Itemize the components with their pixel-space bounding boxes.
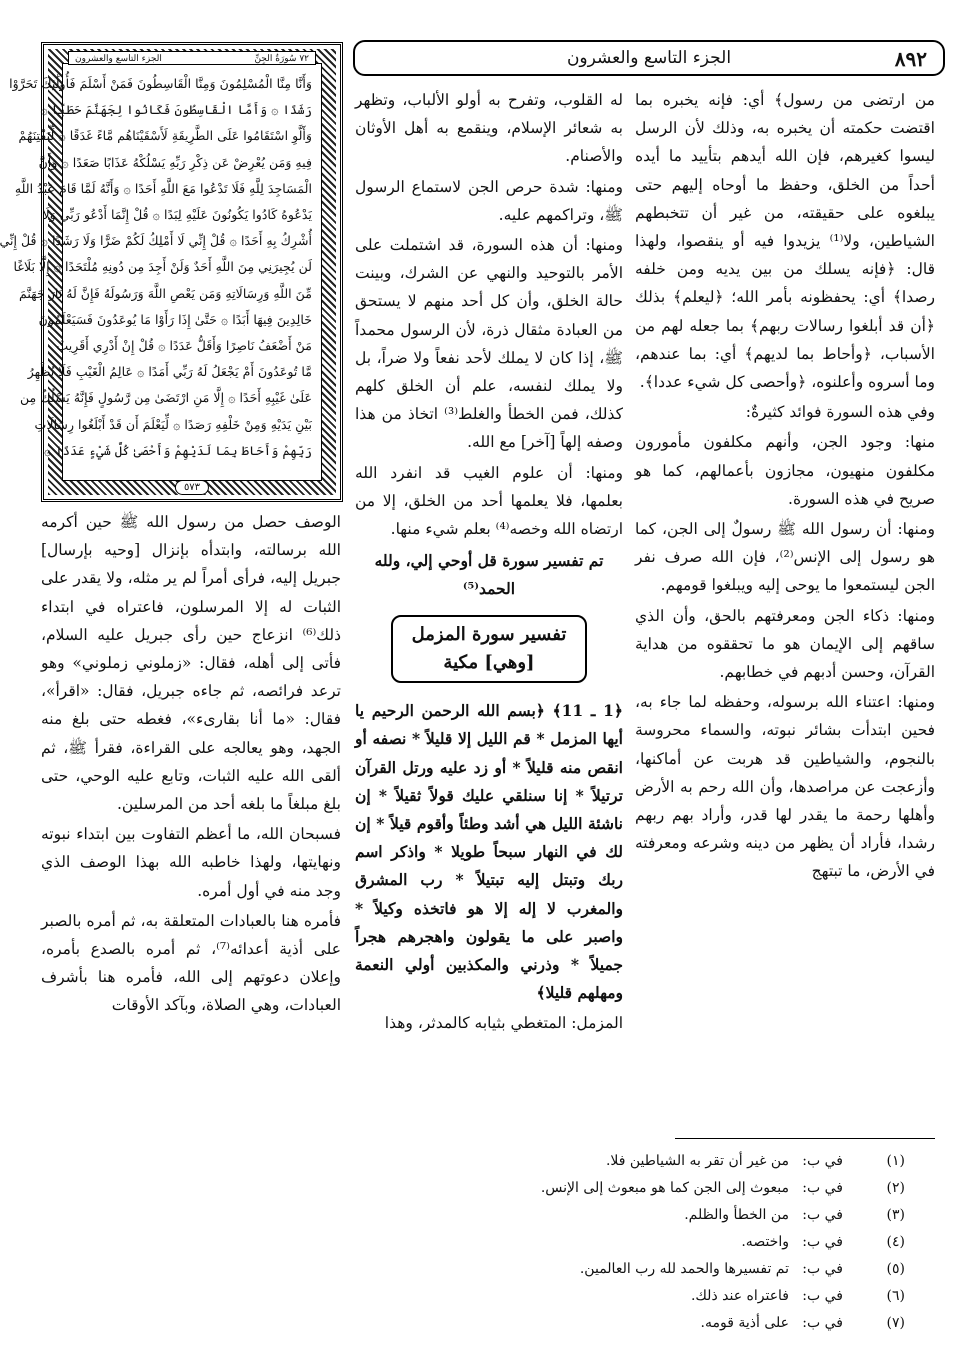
footnote-text: من غير أن تقر به الشياطين فلا. [605, 1153, 789, 1169]
paragraph: ومنها: شدة حرص الجن لاستماع الرسول ﷺ، وتراكمهم عليه. [355, 177, 623, 224]
mushaf-line: الْمَسَاجِدَ لِلَّهِ فَلَا تَدْعُوا مَعَ اللَّهِ أَحَدًا ۞ وَأَنَّهُ لَمَّا قَامَ عَبْدُ اللَّهِ [14, 180, 312, 196]
mushaf-line: مَّا تُوعَدُونَ أَمْ يَجْعَلُ لَهُ رَبِّي أَمَدًا ۞ عَالِمُ الْغَيْبِ فَلَا يُظْهِرُ [27, 364, 312, 380]
footnote-number: (٢) [886, 1180, 905, 1196]
paragraph: الوصف حصل من رسول الله ﷺ حين أكرمه الله برسالته، وابتدأه بإنزال [وحيه بإرسال] جبريل إليه، فرأى أمراً لم ير مثله، ولا يقدر على الثبات له إلا المرسلون، فاعتراه في ابتداء ذلك⁽⁶⁾ انزعاج حين رأى جبريل عليه السلام، فأتى إلى أهله، فقال: «زملوني زملوني» وهو ترعد فرائصه، ثم جاءه جبريل، فقال: «اقرأ»، فقال: «ما أنا بقارىء»، فغطه حتى بلغ منه الجهد، وهو يعالجه على القراءة، فقرأ ﷺ، ثم ألقى الله عليه الثبات، وتابع عليه الوحي، حتى بلغ مبلغاً ما بلغه أحد من المرسلين. [41, 513, 341, 814]
mushaf-line: أُشْرِكُ بِهِ أَحَدًا ۞ قُلْ إِنِّي لَا أَمْلِكُ لَكُمْ ضَرًّا وَلَا رَشَدًا ۞ قُلْ إِنِّي [0, 233, 312, 249]
footnote-source: في ب: [802, 1288, 843, 1304]
mushaf-page-image [0, 42, 343, 502]
paragraph: من ارتضى من رسول﴾ أي: فإنه يخبره بما اقتضت حكمته أن يخبره به، وذلك لأن الرسل ليسوا كغيرهم، فإن الله أيدهم بتأييد ما أيده أحداً من الخلق، وحفظ ما أوحاه إليهم حتى يبلغوه على حقيقته، من غير أن تتخبطهم الشياطين، ولا⁽¹⁾ يزيدوا فيه أو ينقصوا، ولهذا قال: ﴿فإنه يسلك من بين يديه ومن خلفه رصدا﴾ أي: يحفظونه بأمر الله؛ ﴿ليعلم﴾ بذلك ﴿أن قد أبلغوا رسالات ربهم﴾ بما جعله لهم من الأسباب، ﴿وأحاط بما لديهم﴾ أي: بما عندهم، وما أسروه وأعلنوه، ﴿وأحصى كل شيء عددا﴾. [635, 91, 935, 392]
mushaf-surah-label: ٧٢ سُورَةُ الجِنِّ [254, 54, 309, 64]
footnote-number: (٣) [886, 1207, 905, 1223]
mushaf-line: بَيْنِ يَدَيْهِ وَمِنْ خَلْفِهِ رَصَدًا ۞ لِّيَعْلَمَ أَن قَدْ أَبْلَغُوا رِسَالَاتِ [34, 416, 312, 432]
footnote-text: من الخطأ والظلم. [684, 1207, 789, 1223]
footnote-source: في ب: [802, 1315, 843, 1331]
column-middle [355, 86, 623, 1040]
column-right [635, 86, 935, 888]
footnote-source: في ب: [802, 1207, 843, 1223]
mushaf-line: يَدْعُوهُ كَادُوا يَكُونُونَ عَلَيْهِ لِبَدًا ۞ قُلْ إِنَّمَا أَدْعُو رَبِّي وَلَا [42, 207, 312, 223]
footnote [345, 1148, 905, 1175]
mushaf-line: رَشَدًا ۞ وَأَمَّا الْقَاسِطُونَ فَكَانُوا لِجَهَنَّمَ حَطَبًا ۞ [40, 102, 312, 118]
mushaf-page-number: ٥٧٣ [175, 480, 209, 495]
mushaf-line: مَنْ أَضْعَفُ نَاصِرًا وَأَقَلُّ عَدَدًا ۞ قُلْ إِنْ أَدْرِي أَقَرِيبٌ [56, 338, 312, 354]
footnote-source: في ب: [802, 1234, 843, 1250]
surah-title-box [391, 615, 587, 683]
mushaf-line: رَبِّهِمْ وَأَحَاطَ بِمَا لَدَيْهِمْ وَأَحْصَىٰ كُلَّ شَيْءٍ عَدَدًا ۞ [43, 442, 312, 458]
footnote-text: تم تفسيرها والحمد لله رب العالمين. [579, 1261, 789, 1277]
footnote [345, 1283, 905, 1310]
footnote-source: في ب: [802, 1261, 843, 1277]
mushaf-line: وَأَلَّوِ اسْتَقَامُوا عَلَى الطَّرِيقَةِ لَأَسْقَيْنَاهُم مَّاءً غَدَقًا ۞ لِّنَفْتِنَهُمْ [18, 128, 312, 144]
footnote-source: في ب: [802, 1180, 843, 1196]
footnotes [345, 1148, 905, 1337]
page-header [353, 40, 945, 76]
paragraph: ومنها: أن رسول الله ﷺ رسولٌ إلى الجن، كما هو رسول إلى الإنس⁽²⁾، فإن الله صرف نفر الجن ليستمعوا ما يوحى إليه ويبلغوا قومهم. [635, 520, 935, 595]
footnote-number: (٦) [886, 1288, 905, 1304]
surah-title: تفسير سورة المزمل [411, 624, 567, 646]
paragraph: وفي هذه السورة فوائد كثيرةٌ: [745, 403, 935, 422]
footnote-number: (٧) [886, 1315, 905, 1331]
mushaf-line: وَأَنَّا مِنَّا الْمُسْلِمُونَ وَمِنَّا الْقَاسِطُونَ فَمَنْ أَسْلَمَ فَأُولَٰئِكَ تَحَرَّوْا [9, 76, 312, 91]
footnote-text: واختصه. [741, 1234, 789, 1250]
column-left [41, 508, 341, 1022]
footnote [345, 1229, 905, 1256]
paragraph: ومنها: أن هذه السورة، قد اشتملت على الأمر بالتوحيد والنهي عن الشرك، وبينت حالة الخلق، وأن كل أحد منهم لا يستحق من العبادة مثقال ذرة، لأن الرسول محمداً ﷺ، إذا كان لا يملك لأحد نفعاً ولا ضراً، بل ولا يملك لنفسه، علم أن الخلق كلهم كذلك، فمن الخطأ والغلط⁽³⁾ اتخاذ من هذا وصفه إلهاً [آخر] مع الله. [355, 236, 623, 452]
paragraph: ومنها: ذكاء الجن ومعرفتهم بالحق، وأن الذي ساقهم إلى الإيمان هو ما تحققوه من هداية القرآن، وحسن أدبهم في خطابهم. [635, 606, 935, 682]
mushaf-line: لَن يُجِيرَنِي مِنَ اللَّهِ أَحَدٌ وَلَنْ أَجِدَ مِن دُونِهِ مُلْتَحَدًا ۞ إِلَّا بَلَاغًا [13, 259, 312, 275]
footnote-number: (٥) [886, 1261, 905, 1277]
mushaf-line: فِيهِ وَمَن يُعْرِضْ عَن ذِكْرِ رَبِّهِ يَسْلُكْهُ عَذَابًا صَعَدًا ۞ وَأَنَّ [38, 154, 312, 170]
paragraph: له القلوب، وتفرح به أولو الألباب، وتظهر به شعائر الإسلام، وينقمع به أهل الأوثان والأصنام. [355, 91, 623, 166]
mushaf-verses [0, 69, 316, 475]
footnote [345, 1256, 905, 1283]
footnote-text: فاعتراه عند ذلك. [690, 1288, 789, 1304]
paragraph: فأمره هنا بالعبادات المتعلقة به، ثم أمره بالصبر على أذية أعدائه⁽⁷⁾، ثم أمره بالصدع بأمره، وإعلان دعوتهم إلى الله، فأمره هنا بأشرف العبادات، وهي الصلاة، وبآكد الأوقات [41, 911, 341, 1015]
paragraph: ومنها: أن علوم الغيب قد انفرد الله بعلمها، فلا يعلمها أحد من الخلق، إلا من ارتضاه الله وخصه⁽⁴⁾ بعلم شيء منها. [355, 463, 623, 539]
mushaf-line: خَالِدِينَ فِيهَا أَبَدًا ۞ حَتَّىٰ إِذَا رَأَوْا مَا يُوعَدُونَ فَسَيَعْلَمُونَ [38, 311, 312, 327]
footnote-source: في ب: [802, 1153, 843, 1169]
paragraph: منها: وجود الجن، وأنهم مكلفون مأمورون مكلفون منهيون، مجازون بأعمالهم، كما هو صريح في هذه السورة. [635, 433, 935, 508]
paragraph: ومنها: اعتناء الله برسوله، وحفظه لما جاء به، فحين ابتدأت بشائر نبوته، والسماء محروسة بالنجوم، والشياطين قد هربت عن أماكنها، وأزعجت عن مراصدها، وأن الله رحم به الأرض وأهلها رحمة ما يقدر لها قدر، وأراد بهم ربهم رشدا، فأراد أن يظهر من دينه وشرعه ومعرفته في الأرض، ما تبتهج [635, 693, 935, 881]
paragraph: فسبحان الله، ما أعظم التفاوت بين ابتداء نبوته ونهايتها، ولهذا خاطبه الله بهذا الوصف الذي وجد منه في أول أمره. [41, 825, 341, 900]
surah-end-note: تم تفسير سورة قل أوحي إلي، ولله الحمد⁽⁵⁾ [374, 551, 604, 599]
footnote-number: (٤) [886, 1234, 905, 1250]
mushaf-line: عَلَىٰ غَيْبِهِ أَحَدًا ۞ إِلَّا مَنِ ارْتَضَىٰ مِن رَّسُولٍ فَإِنَّهُ يَسْلُكُ مِن [19, 390, 312, 406]
footnote-text: على أذية قومه. [700, 1315, 789, 1331]
mushaf-juz-label: الجزء التاسع والعشرون [75, 54, 162, 64]
running-title: الجزء التاسع والعشرون [566, 48, 732, 68]
footnote [345, 1175, 905, 1202]
footnote-number: (١) [886, 1153, 905, 1169]
footnote [345, 1202, 905, 1229]
footnote-separator [675, 1138, 935, 1139]
surah-type: [وهي] مكية [443, 652, 535, 674]
page-number: ٨٩٢ [894, 47, 927, 71]
paragraph: المزمل: المتغطي بثيابه كالمدثر، وهذا [384, 1014, 623, 1033]
mushaf-top-strip [68, 51, 316, 65]
footnote [345, 1310, 905, 1337]
footnote-text: مبعوث إلى الجن كما هو مبعوث إلى الإنس. [540, 1180, 789, 1196]
mushaf-line: مِّنَ اللَّهِ وَرِسَالَاتِهِ وَمَن يَعْصِ اللَّهَ وَرَسُولَهُ فَإِنَّ لَهُ نَارَ جَهَنَّمَ [19, 285, 312, 301]
quran-verse-block: ﴿1 ـ 11﴾ ﴿بسم الله الرحمن الرحيم يا أيها المزمل * قم الليل إلا قليلاً * نصفه أو انقص منه قليلاً * أو زد عليه ورتل القرآن ترتيلاً * إنا سنلقي عليك قولاً ثقيلاً * إن ناشئة الليل هي أشد وطئاً وأقوم قيلاً * إن لك في النهار سبحاً طويلا * واذكر اسم ربك وتبتل إليه تبتيلاً * رب المشرق والمغرب لا إله إلا هو فاتخذه وكيلاً * واصبر على ما يقولون واهجرهم هجراً جميلاً * وذرني والمكذبين أولي النعمة ومهلهم قليلا﴾ [355, 701, 623, 1003]
